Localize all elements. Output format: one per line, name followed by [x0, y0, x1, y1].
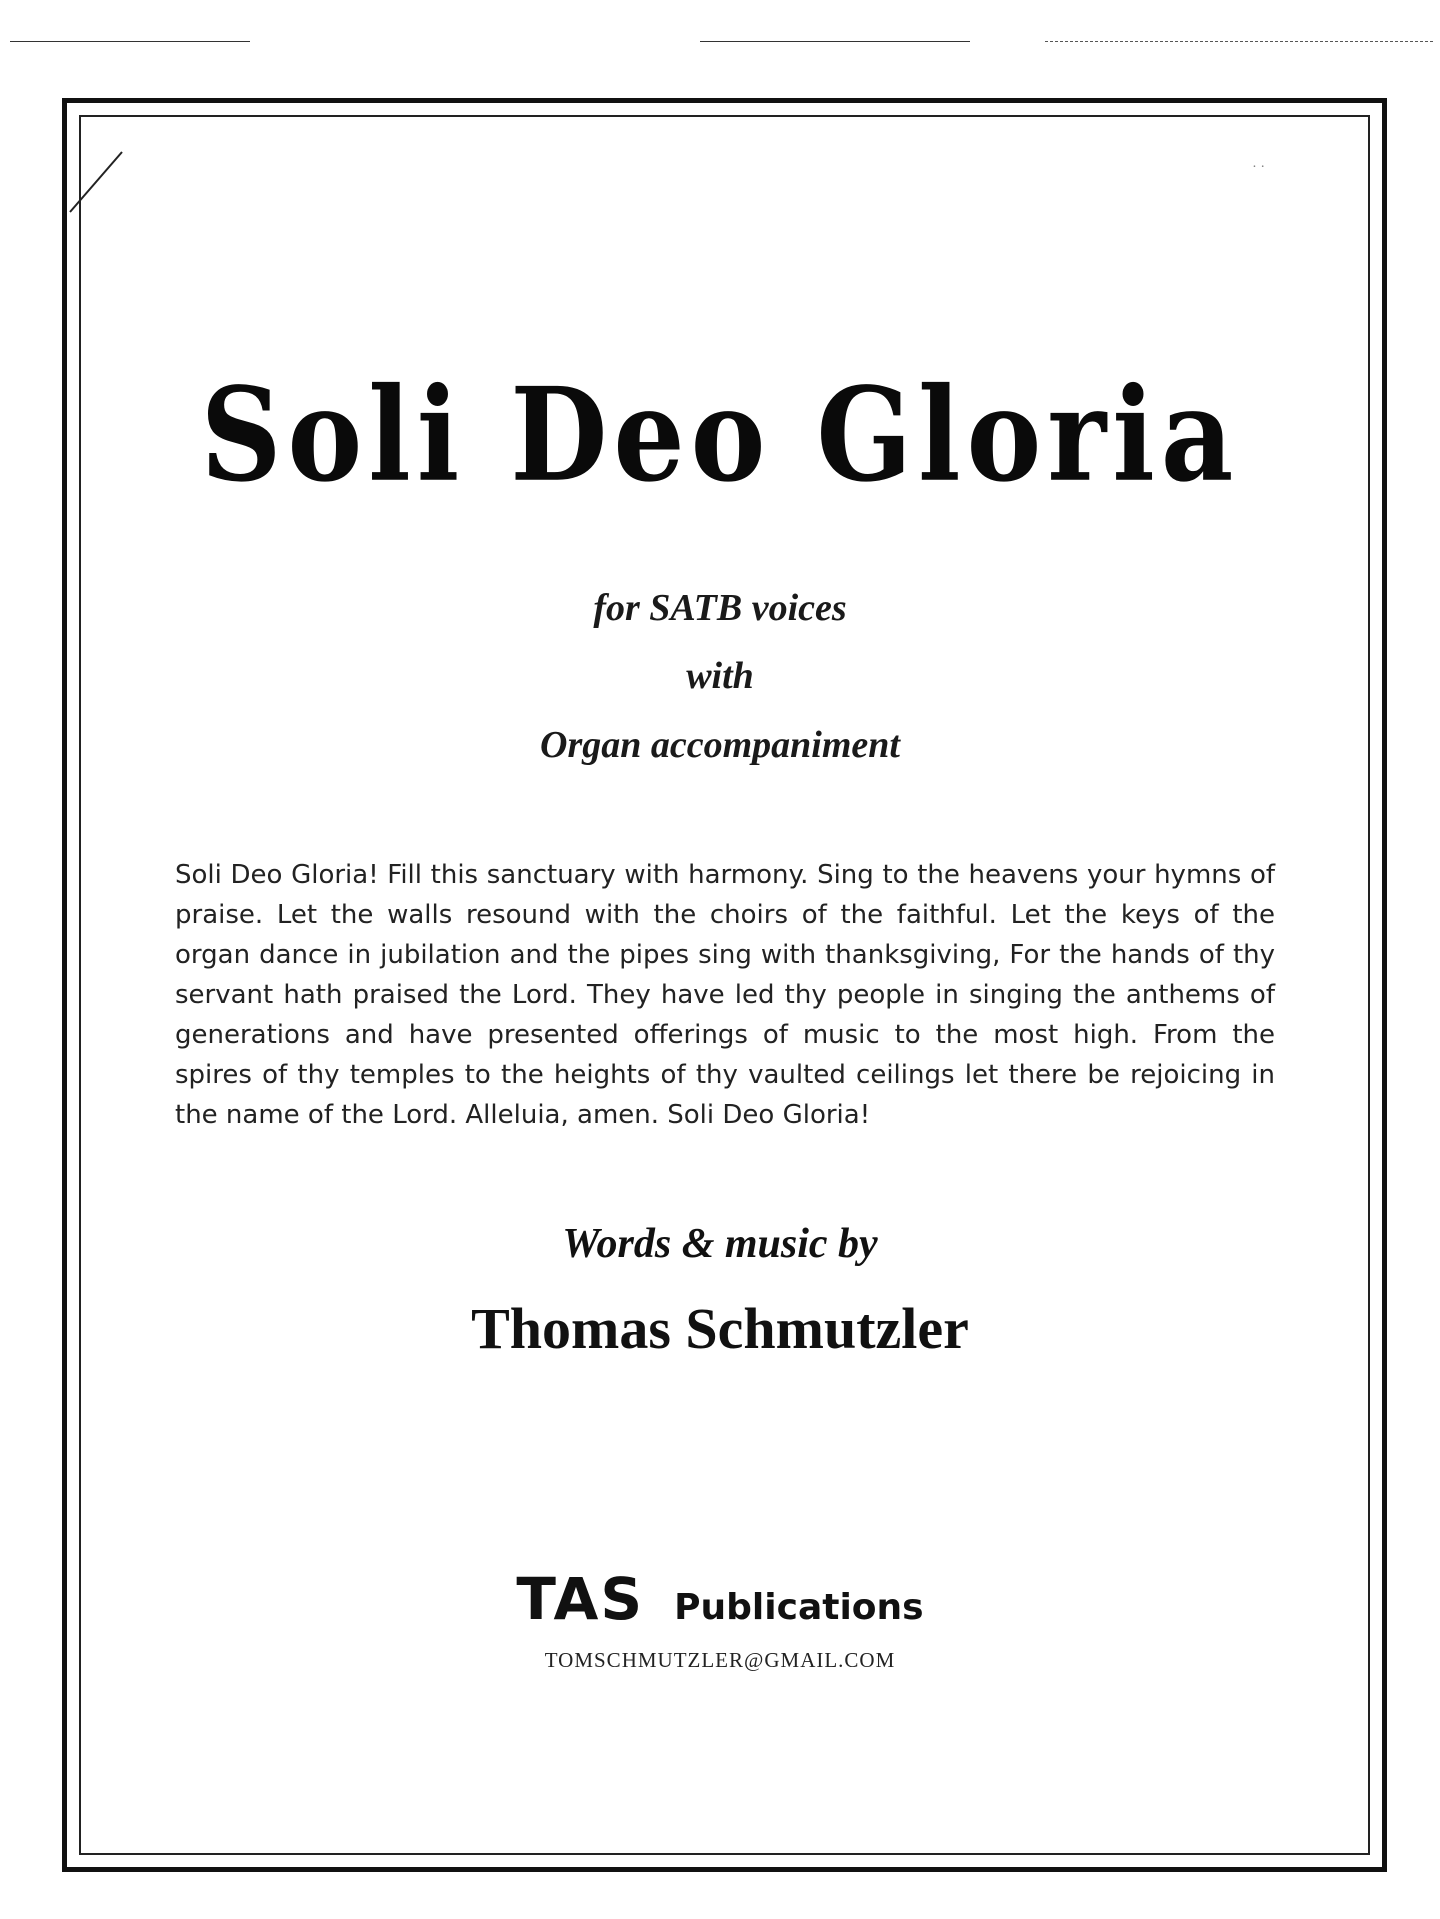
publisher-logo	[0, 1565, 1440, 1633]
accompaniment-line: Organ accompaniment	[540, 724, 900, 766]
scan-speck: · ·	[1252, 160, 1265, 175]
credit-label: Words & music by	[562, 1221, 878, 1267]
scan-artifact-line	[10, 41, 250, 42]
publisher-name: Publications	[674, 1587, 924, 1628]
page-title: Soli Deo Gloria	[200, 360, 1240, 511]
pen-stroke-mark	[60, 150, 130, 220]
voicing-line: with	[686, 655, 754, 697]
voicing-line: for SATB voices	[593, 587, 847, 629]
publisher-initials: TAS	[516, 1565, 645, 1633]
description-paragraph: Soli Deo Gloria! Fill this sanctuary with harmony. Sing to the heavens your hymns of praise. Let the walls resound with the choirs of the faithful. Let the keys of the organ dance in jubilation and the pipes sing with thanksgiving, For the hands of thy servant hath praised the Lord. They have led thy people in singing the anthems of generations and have presented offerings of music to the most high. From the spires of thy temples to the heights of thy vaulted ceilings let there be rejoicing in the name of the Lord. Alleluia, amen. Soli Deo Gloria!	[175, 860, 1275, 1130]
contact-email: TOMSCHMUTZLER@GMAIL.COM	[544, 1648, 896, 1672]
scan-artifact-line	[1045, 41, 1433, 42]
composer-name: Thomas Schmutzler	[471, 1296, 969, 1361]
scan-artifact-line	[700, 41, 970, 42]
